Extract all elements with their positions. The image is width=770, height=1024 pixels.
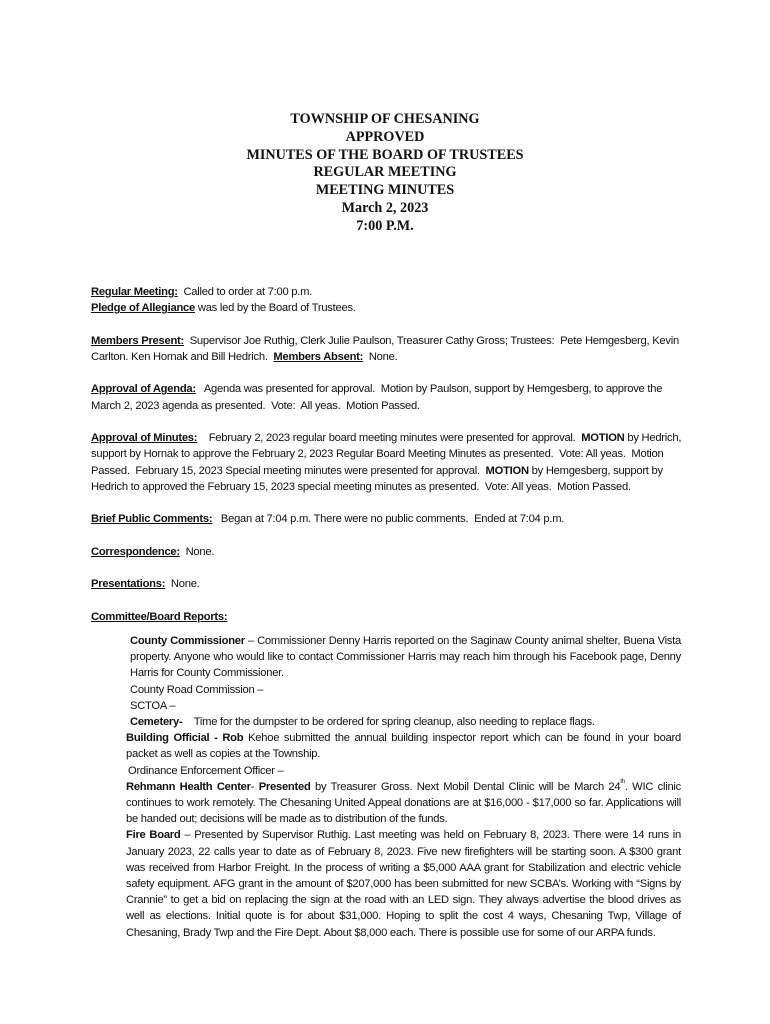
regular-meeting-label: Regular Meeting: (91, 286, 178, 298)
pledge-label: Pledge of Allegiance (91, 302, 196, 315)
road-commission-report: County Road Commission – (130, 683, 264, 696)
fire-board-text: – Presented by Supervisor Ruthig. Last meeting was held on February 8, 2023. There were 14 runs in January 2023, 22 calls year to date as of February 8, 2023. Five new firefighters will be starting soon. A $300 grant was received from Harbor Freight. In the process of writing a $5,000 AAA grant for Stabilization and electric vehicle safety equipment. AFG grant in the amount of $207,000 has been submitted for new SCBA’s. Working with “Signs by Crannie” to get a bid on replacing the sign at the road with an LED sign. They always advertise the blood drives as well as elections. Initial quote is for about $31,000. Hoping to split the cost 4 ways, Chesaning Twp, Village of Chesaning, Brady Twp and the Fire Dept. About $8,000 each. There is possible use for some of our ARPA funds. (126, 829, 681, 939)
rehmann-dash: - (250, 780, 259, 793)
cemetery-report (130, 714, 681, 730)
committee-reports-label: Committee/Board Reports: (91, 610, 228, 623)
members-present-label: Members Present: (91, 334, 184, 347)
rehmann-text-2: . WIC clinic continues to work remotely. The Chesaning United Appeal donations are at $16,000 - $17,000 so far. Applications will be handed out; decisions will be made as to distribution of the funds. (126, 780, 681, 826)
committee-reports-list (126, 633, 681, 941)
members-absent-label: Members Absent: (273, 350, 364, 363)
minutes-text-2: by Hedrich, support by Hornak to approve the February 2, 2023 Regular Board Meeting Minutes as presented. Vote: All yeas. Motion Passed. February 15, 2023 Special meeting minutes were presented for approval. (91, 432, 685, 477)
correspondence-text: None. (179, 545, 215, 558)
county-commissioner-report (130, 633, 681, 682)
document-title: MINUTES OF THE BOARD OF TRUSTEES (246, 146, 524, 163)
document-header (0, 111, 770, 236)
members-present-text: Supervisor Joe Ruthig, Clerk Julie Paulson, Treasurer Cathy Gross; Trustees: Pete Hemgesberg, Kevin Carlton. Ken Hornak and Bill Hedrich. (91, 334, 682, 363)
fire-board-report (126, 827, 681, 940)
motion-keyword-1: MOTION (581, 432, 625, 445)
minutes-text-1: February 2, 2023 regular board meeting minutes were presented for approval. (197, 432, 582, 445)
members-section (91, 333, 691, 365)
agenda-label: Approval of Agenda: (91, 383, 196, 396)
public-comments-text: Began at 7:04 p.m. There were no public comments. Ended at 7:04 p.m. (212, 513, 565, 526)
document-subtitle: MEETING MINUTES (315, 182, 455, 199)
rehmann-ordinal: th (620, 778, 625, 785)
cemetery-text: Time for the dumpster to be ordered for spring cleanup, also needing to replace flags. (182, 715, 595, 728)
minutes-approval-section (91, 430, 691, 495)
county-commissioner-text: – Commissioner Denny Harris reported on the Saginaw County animal shelter, Buena Vista property. Anyone who would like to contact Commissioner Harris may reach him through his Facebook page, Denny Harris for County Commissioner. (130, 634, 681, 680)
regular-meeting-text: Called to order at 7:00 p.m. (177, 286, 313, 298)
building-official-text: Kehoe submitted the annual building inspector report which can be found in your board packet as well as copies at the Township. (126, 732, 681, 761)
presentations-text: None. (165, 578, 200, 591)
rehmann-presented: Presented (258, 780, 311, 793)
county-commissioner-label: County Commissioner (130, 634, 245, 647)
pledge-text: was led by the Board of Trustees. (195, 302, 356, 315)
minutes-label: Approval of Minutes: (91, 432, 198, 445)
call-to-order-section (91, 284, 691, 316)
presentations-label: Presentations: (91, 578, 166, 591)
meeting-time: 7:00 P.M. (356, 217, 414, 234)
meeting-type: REGULAR MEETING (313, 164, 457, 181)
approval-status: APPROVED (345, 128, 425, 145)
cemetery-label: Cemetery- (130, 715, 183, 728)
minutes-text-3: by Hemgesberg, support by Hedrich to approved the February 15, 2023 special meeting minutes as presented. Vote: All yeas. Motion Passed. (91, 464, 666, 493)
agenda-text: Agenda was presented for approval. Motion by Paulson, support by Hemgesberg, to approve the March 2, 2023 agenda as presented. Vote: All yeas. Motion Passed. (91, 383, 666, 412)
correspondence-section (91, 544, 691, 560)
building-official-report (126, 730, 681, 762)
agenda-section (91, 381, 691, 413)
minutes-body (91, 284, 691, 941)
sctoa-report: SCTOA – (130, 699, 176, 712)
public-comments-label: Brief Public Comments: (91, 513, 213, 526)
correspondence-label: Correspondence: (91, 545, 180, 558)
presentations-section (91, 576, 691, 592)
motion-keyword-2: MOTION (485, 464, 529, 477)
rehmann-text-1: by Treasurer Gross. Next Mobil Dental Clinic will be March 24 (310, 780, 621, 793)
rehmann-label: Rehmann Health Center (126, 780, 251, 793)
committee-reports-section (91, 609, 691, 941)
public-comments-section (91, 511, 691, 527)
fire-board-label: Fire Board (126, 829, 181, 842)
meeting-date: March 2, 2023 (341, 199, 429, 216)
rehmann-health-report (126, 779, 681, 828)
township-name: TOWNSHIP OF CHESANING (290, 111, 480, 127)
members-absent-text: None. (363, 350, 398, 363)
building-official-label: Building Official - Rob (126, 732, 244, 745)
ordinance-officer-report: Ordinance Enforcement Officer – (128, 764, 284, 777)
